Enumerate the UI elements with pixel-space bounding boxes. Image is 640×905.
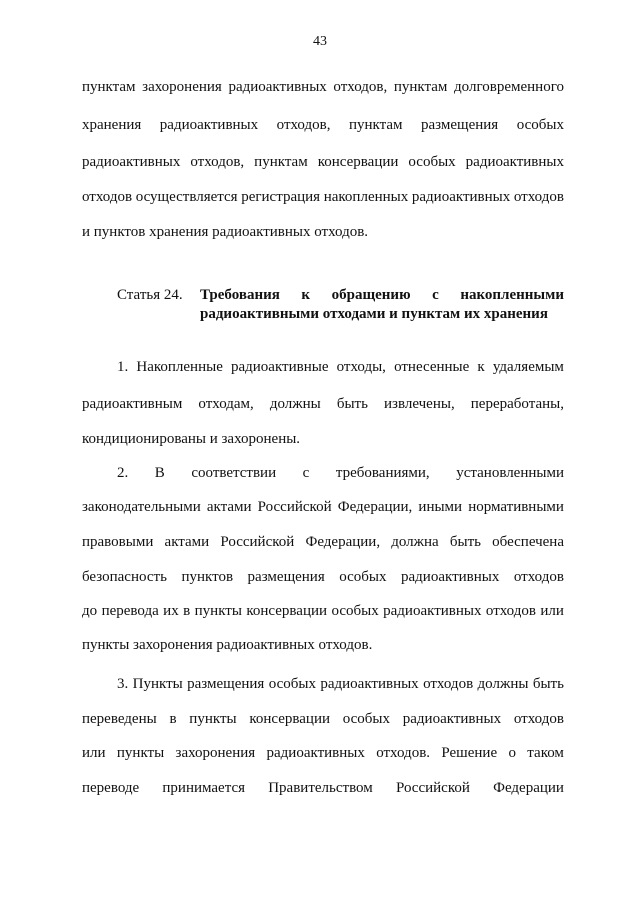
word: Российской <box>257 499 332 515</box>
word: радиоактивных <box>383 603 482 619</box>
word: радиоактивных <box>266 745 365 761</box>
word: Решение <box>441 745 498 761</box>
word: радиоактивные <box>230 359 329 375</box>
word: отходов <box>485 603 536 619</box>
word: Пункты <box>132 676 183 692</box>
word: отнесенные <box>394 359 470 375</box>
text-line <box>82 601 564 621</box>
word: или <box>540 603 564 619</box>
text-line <box>82 778 564 798</box>
text-line <box>82 394 564 414</box>
word: отходы, <box>336 359 386 375</box>
word: с <box>302 465 310 481</box>
word: к <box>477 359 485 375</box>
word: до <box>82 603 98 619</box>
word: законодательными <box>82 499 201 515</box>
word: особых <box>342 711 391 727</box>
word: захоронения <box>142 79 222 95</box>
word: должны <box>477 676 529 692</box>
word: особых <box>339 569 387 585</box>
word: пункты <box>189 711 237 727</box>
text-line <box>117 463 564 483</box>
word: размещения <box>187 676 265 692</box>
word: пункты <box>116 745 165 761</box>
word: или <box>82 745 106 761</box>
word: отходов <box>82 189 133 205</box>
word: отходов <box>423 676 474 692</box>
word: нормативными <box>468 499 564 515</box>
word: 1. <box>117 359 129 375</box>
word: пунктам <box>82 79 136 95</box>
word: удаляемым <box>492 359 564 375</box>
word: отходов, <box>190 154 245 170</box>
word: размещения <box>421 117 499 133</box>
word: отходов <box>513 189 564 205</box>
word: радиоактивных <box>228 79 327 95</box>
page-number: 43 <box>313 34 327 49</box>
word: отходов, <box>276 117 331 133</box>
word: с <box>432 287 439 303</box>
word: пунктов <box>181 569 234 585</box>
word: Накопленные <box>136 359 223 375</box>
word: должны <box>269 396 321 412</box>
word: их <box>163 603 179 619</box>
word: радиоактивных <box>411 189 511 205</box>
word: регистрация <box>241 189 321 205</box>
text-line <box>82 115 564 135</box>
word: быть <box>336 396 368 412</box>
word: радиоактивным <box>82 396 183 412</box>
word: Российской <box>220 534 295 550</box>
text-line: и пунктов хранения радиоактивных отходов. <box>82 224 369 240</box>
word: извлечены, <box>384 396 455 412</box>
text-line <box>82 743 564 763</box>
word: принимается <box>162 780 246 796</box>
text-line <box>82 709 564 729</box>
word: особых <box>516 117 564 133</box>
text-line <box>82 77 564 97</box>
word: быть <box>532 676 564 692</box>
word: радиоактивных <box>159 117 259 133</box>
word: в <box>183 603 191 619</box>
word: пункты <box>194 603 242 619</box>
word: переводе <box>82 780 140 796</box>
word: обращению <box>331 287 411 303</box>
word: перевода <box>101 603 159 619</box>
text-line: кондиционированы и захоронены. <box>82 431 301 447</box>
word: отходов. <box>376 745 431 761</box>
word: особых <box>408 154 456 170</box>
word: установленными <box>456 465 564 481</box>
word: консервации <box>246 603 328 619</box>
article-title <box>200 285 564 305</box>
word: 2. <box>117 465 129 481</box>
word: Федерации, <box>305 534 381 550</box>
word: радиоактивных <box>402 711 502 727</box>
word: долговременного <box>454 79 564 95</box>
word: таком <box>527 745 564 761</box>
text-line <box>82 187 564 207</box>
word: соответствии <box>191 465 277 481</box>
word: консервации <box>317 154 399 170</box>
article-title: радиоактивными отходами и пунктам их хранения <box>200 306 548 322</box>
word: переработаны, <box>470 396 564 412</box>
word: о <box>508 745 516 761</box>
word: Требования <box>200 287 280 303</box>
word: захоронения <box>175 745 256 761</box>
word: требованиями, <box>335 465 430 481</box>
word: правовыми <box>82 534 154 550</box>
word: к <box>301 287 311 303</box>
word: размещения <box>247 569 325 585</box>
word: особых <box>268 676 316 692</box>
word: радиоактивных <box>82 154 181 170</box>
word: Правительством <box>268 780 373 796</box>
word: радиоактивных <box>401 569 500 585</box>
word: пунктам <box>254 154 308 170</box>
word: безопасность <box>82 569 167 585</box>
word: накопленных <box>323 189 409 205</box>
word: хранения <box>82 117 142 133</box>
word: радиоактивных <box>320 676 419 692</box>
word: отходов <box>513 569 564 585</box>
word: Федерации <box>493 780 564 796</box>
word: отходов <box>513 711 564 727</box>
word: актами <box>206 499 252 515</box>
text-line <box>82 532 564 552</box>
word: в <box>169 711 177 727</box>
word: переведены <box>82 711 157 727</box>
word: консервации <box>249 711 331 727</box>
article-label: Статья 24. <box>117 287 183 303</box>
word: обеспечена <box>492 534 564 550</box>
word: осуществляется <box>135 189 238 205</box>
text-line: пункты захоронения радиоактивных отходов. <box>82 637 373 653</box>
word: В <box>154 465 165 481</box>
word: Федерации, <box>337 499 413 515</box>
word: должна <box>391 534 439 550</box>
word: отходов, <box>333 79 388 95</box>
word: быть <box>449 534 481 550</box>
word: радиоактивных <box>465 154 564 170</box>
word: отходам, <box>198 396 254 412</box>
text-line <box>82 567 564 587</box>
word: Российской <box>395 780 470 796</box>
text-line <box>82 152 564 172</box>
word: пунктам <box>393 79 448 95</box>
word: 3. <box>117 676 129 692</box>
text-line <box>117 674 564 694</box>
word: иными <box>418 499 463 515</box>
word: особых <box>331 603 379 619</box>
text-line <box>117 357 564 377</box>
word: пунктам <box>348 117 403 133</box>
text-line <box>82 497 564 517</box>
word: актами <box>164 534 210 550</box>
word: накопленными <box>460 287 564 303</box>
